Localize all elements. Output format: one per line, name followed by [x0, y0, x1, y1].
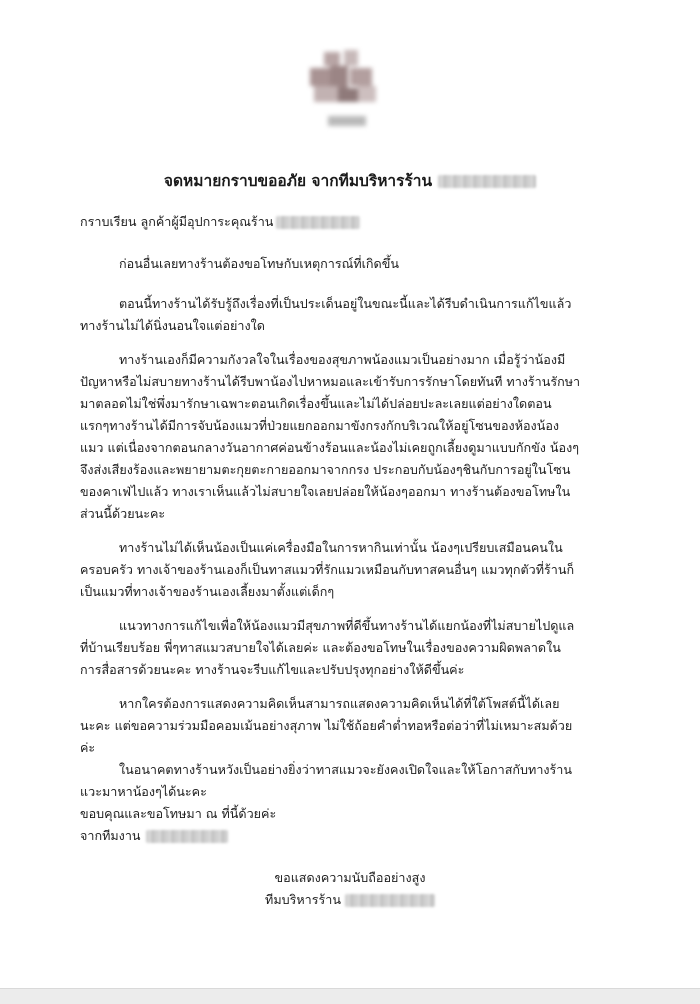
page-bottom-edge: [0, 988, 700, 1004]
greeting-text: กราบเรียน ลูกค้าผู้มีอุปการะคุณร้าน: [80, 214, 274, 229]
paragraph-line: ครอบครัว ทางเจ้าของร้านเองก็เป็นทาสแมวที่รักแมวเหมือนกับทาสคนอื่นๆ แมวทุกตัวที่ร้านก็: [80, 562, 575, 577]
paragraph-line: แวะมาหาน้องๆได้นะคะ: [80, 784, 207, 799]
thanks-text: ขอบคุณและขอโทษมา ณ ที่นี้ด้วยค่ะ: [80, 806, 277, 821]
paragraph-line: ทางร้านเองก็มีความกังวลใจในเรื่องของสุขภาพน้องแมวเป็นอย่างมาก เมื่อรู้ว่าน้องมี: [119, 352, 566, 367]
redacted-shop-name: [345, 894, 435, 907]
paragraph-line: ทางร้านไม่ได้นิ่งนอนใจแต่อย่างใด: [80, 318, 265, 333]
redacted-shop-name: [146, 830, 228, 843]
paragraph-line: การสื่อสารด้วยนะคะ ทางร้านจะรีบแก้ไขและปรับปรุงทุกอย่างให้ดีขึ้นค่ะ: [80, 662, 465, 677]
paragraph-line: เป็นแมวที่ทางเจ้าของร้านเองเลี้ยงมาตั้งแต่เด็กๆ: [80, 584, 335, 599]
letter-title: [0, 168, 700, 193]
paragraph-line: ทางร้านไม่ได้เห็นน้องเป็นแค่เครื่องมือในการหากินเท่านั้น น้องๆเปรียบเสมือนคนใน: [119, 540, 563, 555]
paragraph-line: ตอนนี้ทางร้านได้รับรู้ถึงเรื่องที่เป็นประเด็นอยู่ในขณะนี้และได้รีบดำเนินการแก้ไขแล้ว: [119, 296, 572, 311]
redacted-shop-name: [276, 216, 360, 229]
paragraph-line: มาตลอดไม่ใช่พึ่งมารักษาเฉพาะตอนเกิดเรื่องขึ้นและไม่ได้ปล่อยปะละเลยแต่อย่างใดตอน: [80, 396, 552, 411]
paragraph-line: ปัญหาหรือไม่สบายทางร้านได้รีบพาน้องไปหาหมอและเข้ารับการรักษาโดยทันที ทางร้านรักษา: [80, 374, 581, 389]
from-team-text: จากทีมงาน: [80, 828, 141, 843]
shop-logo-icon: [300, 46, 390, 138]
paragraph-line: ก่อนอื่นเลยทางร้านต้องขอโทษกับเหตุการณ์ที่เกิดขึ้น: [119, 256, 399, 271]
paragraph-line: ของคาเฟ่ไปแล้ว ทางเราเห็นแล้วไม่สบายใจเลยปล่อยให้น้องๆออกมา ทางร้านต้องขอโทษใน: [80, 484, 571, 499]
paragraph-line: นะคะ แต่ขอความร่วมมือคอมเม้นอย่างสุภาพ ไม่ใช้ถ้อยคำต่ำทอหรือต่อว่าที่ไม่เหมาะสมด้วย: [80, 718, 573, 733]
signature-text: ทีมบริหารร้าน: [265, 892, 341, 907]
paragraph-line: จึงส่งเสียงร้องและพยายามตะกุยตะกายออกมาจากกรง ประกอบกับน้องๆชินกับการอยู่ในโซน: [80, 462, 571, 477]
paragraph-line: หากใครต้องการแสดงความคิดเห็นสามารถแสดงความคิดเห็นได้ที่ใต้โพสต์นี้ได้เลย: [119, 696, 560, 711]
signature-line: [0, 890, 700, 910]
closing-text: ขอแสดงความนับถืออย่างสูง: [274, 870, 426, 885]
title-text: จดหมายกราบขออภัย จากทีมบริหารร้าน: [163, 172, 433, 190]
paragraph-line: แนวทางการแก้ไขเพื่อให้น้องแมวมีสุขภาพที่ดีขึ้นทางร้านได้แยกน้องที่ไม่สบายไปดูแล: [119, 618, 575, 633]
paragraph-line: ส่วนนี้ด้วยนะคะ: [80, 506, 166, 521]
closing-line: [0, 868, 700, 888]
redacted-shop-name: [438, 175, 536, 188]
paragraph-line: แมว แต่เนื่องจากตอนกลางวันอากาศค่อนข้างร้อนและน้องไม่เคยถูกเลี้ยงดูมาแบบกักขัง น้องๆ: [80, 440, 579, 455]
paragraph-line: แรกๆทางร้านได้มีการจับน้องแมวที่ป่วยแยกออกมาขังกรงกักบริเวณให้อยู่โซนของห้องน้อง: [80, 418, 560, 433]
paragraph-line: ค่ะ: [80, 740, 96, 755]
paragraph-line: ในอนาคตทางร้านหวังเป็นอย่างยิ่งว่าทาสแมวจะยังคงเปิดใจและให้โอกาสกับทางร้าน: [119, 762, 572, 777]
paragraph-line: ที่บ้านเรียบร้อย พี่ๆทาสแมวสบายใจได้เลยค่ะ และต้องขอโทษในเรื่องของความผิดพลาดใน: [80, 640, 561, 655]
